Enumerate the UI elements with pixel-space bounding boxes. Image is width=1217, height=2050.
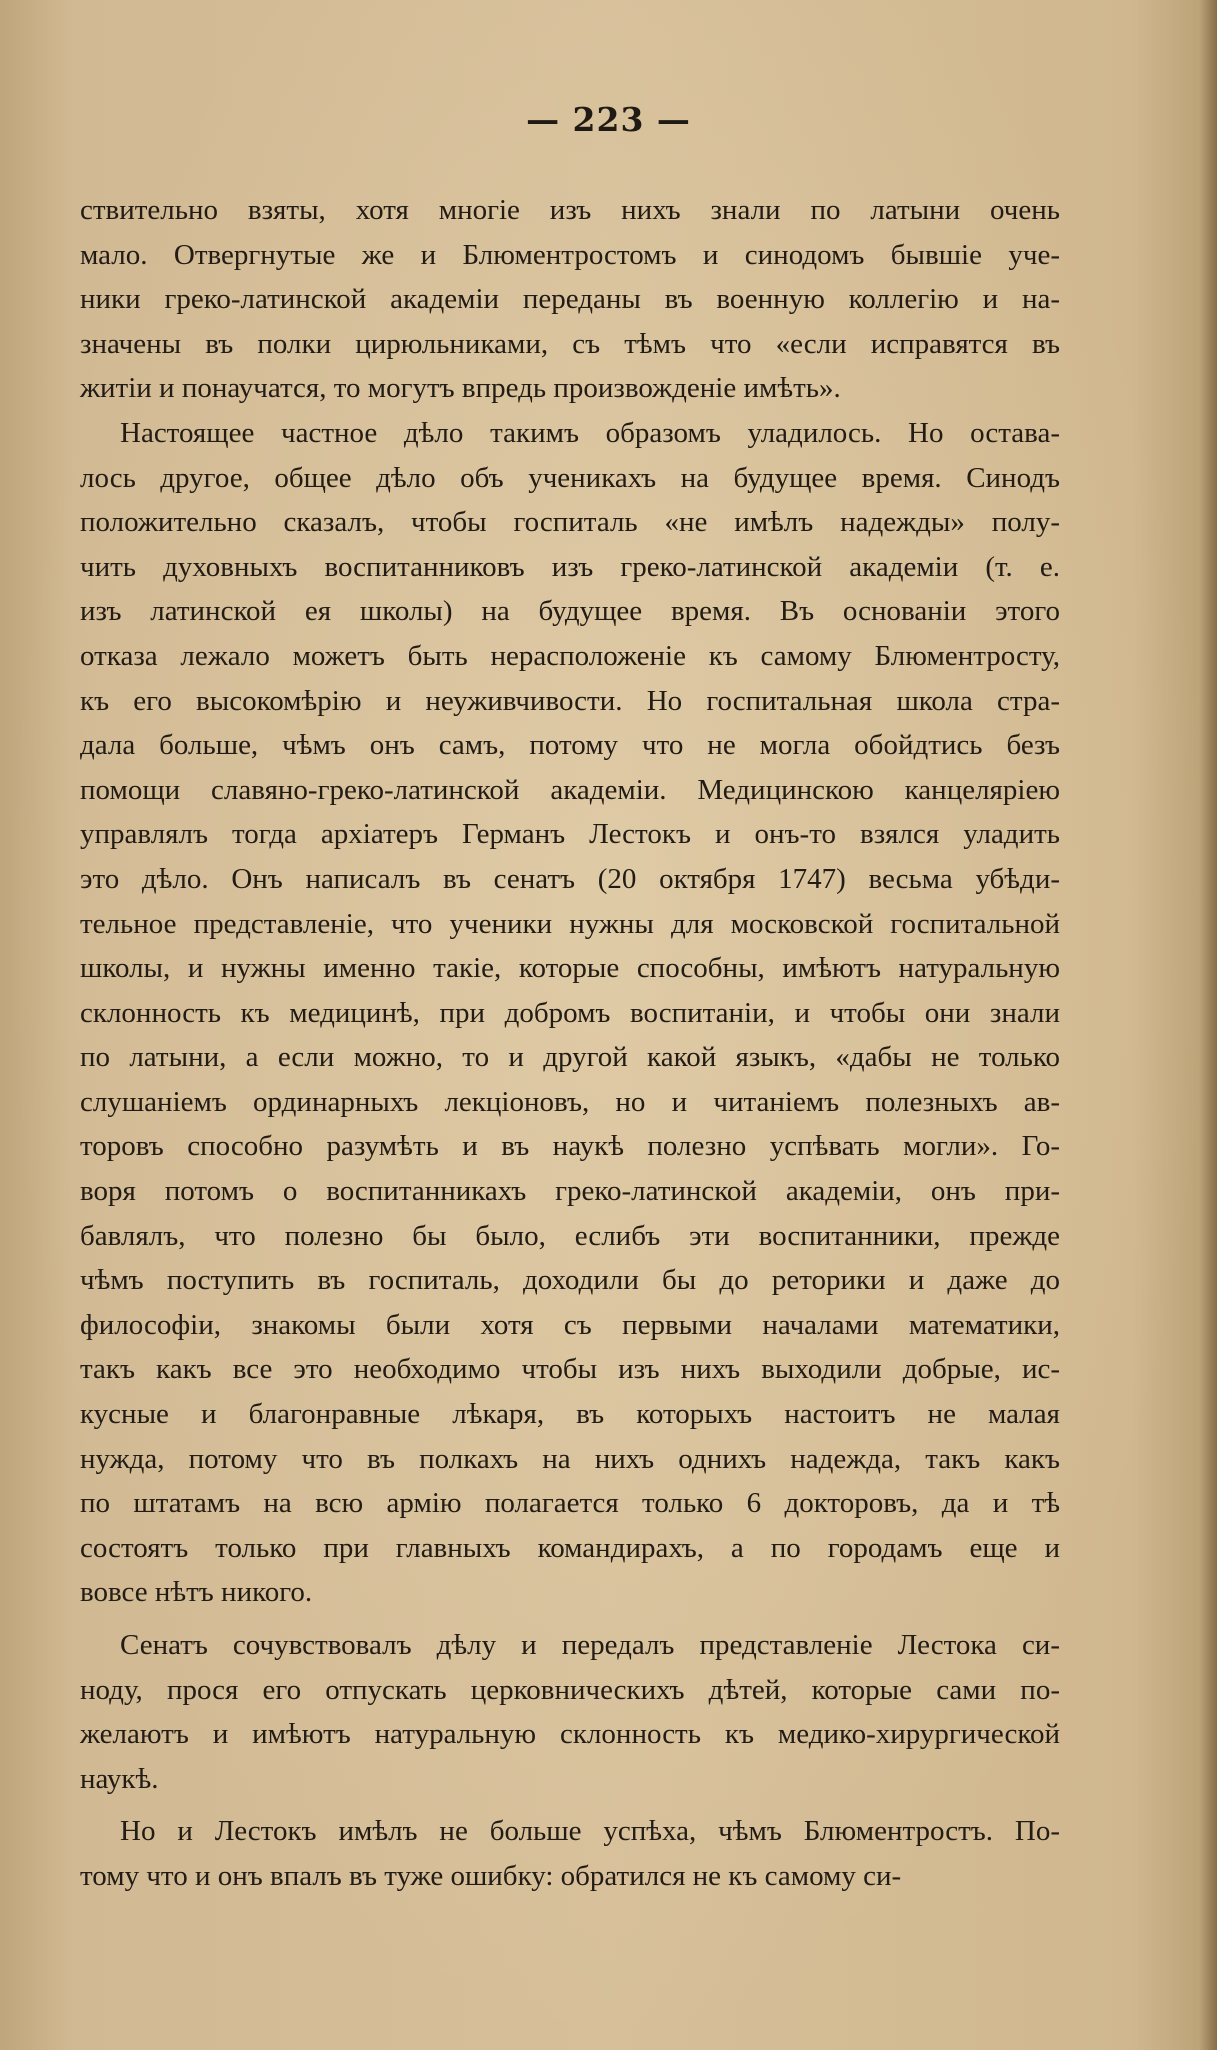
text-line: по латыни, а если можно, то и другой какой языкъ, «дабы не только [80, 1041, 1060, 1074]
text-line: ствительно взяты, хотя многіе изъ нихъ знали по латыни очень [80, 194, 1060, 226]
text-line: нужда, потому что въ полкахъ на нихъ однихъ надежда, такъ какъ [80, 1442, 1060, 1475]
text-line: философіи, знакомы были хотя съ первыми началами математики, [80, 1308, 1060, 1341]
text-line: торовъ способно разумѣть и въ наукѣ полезно успѣвать могли». Го- [80, 1130, 1060, 1163]
paragraph [80, 1623, 1060, 1801]
paragraph [80, 411, 1060, 1615]
paragraph-gap [80, 1801, 1060, 1809]
text-line: отказа лежало можетъ быть нерасположеніе къ самому Блюментросту, [80, 639, 1060, 672]
text-line: значены въ полки цирюльниками, съ тѣмъ что «если исправятся въ [80, 327, 1060, 360]
text-line: чѣмъ поступить въ госпиталь, доходили бы до реторики и даже до [80, 1264, 1060, 1297]
text-line: дала больше, чѣмъ онъ самъ, потому что не могла обойдтись безъ [80, 729, 1060, 762]
text-line: помощи славяно-греко-латинской академіи. Медицинскою канцеляріею [80, 773, 1060, 806]
text-line: это дѣло. Онъ написалъ въ сенатъ (20 октября 1747) весьма убѣди- [80, 862, 1060, 895]
text-line: тому что и онъ впалъ въ туже ошибку: обратился не къ самому си- [80, 1859, 902, 1892]
page-edge-shadow [1199, 0, 1217, 2050]
text-line: изъ латинской ея школы) на будущее время. Въ основаніи этого [80, 595, 1060, 628]
text-line: управлялъ тогда архіатеръ Германъ Лестокъ и онъ-то взялся уладить [80, 818, 1060, 851]
text-line: наукѣ. [80, 1762, 159, 1795]
text-line: школы, и нужны именно такіе, которые способны, имѣютъ натуральную [80, 952, 1060, 985]
text-line: вовсе нѣтъ никого. [80, 1576, 313, 1609]
page-number: — 223 — [526, 100, 691, 139]
paragraph [80, 188, 1060, 411]
text-line: воря потомъ о воспитанникахъ греко-латинской академіи, онъ при- [80, 1175, 1060, 1208]
text-line: склонность къ медицинѣ, при добромъ воспитаніи, и чтобы они знали [80, 996, 1060, 1029]
text-line: ники греко-латинской академіи переданы въ военную коллегію и на- [80, 283, 1060, 316]
paragraph [80, 1809, 1060, 1898]
text-line: Настоящее частное дѣло такимъ образомъ уладилось. Но остава- [120, 416, 1060, 449]
text-line: мало. Отвергнутые же и Блюментростомъ и синодомъ бывшіе уче- [80, 238, 1060, 271]
text-line: бавлялъ, что полезно бы было, еслибъ эти воспитанники, прежде [80, 1219, 1060, 1252]
text-line: слушаніемъ ординарныхъ лекціоновъ, но и читаніемъ полезныхъ ав- [80, 1085, 1060, 1118]
text-line: тельное представленіе, что ученики нужны для московской госпитальной [80, 907, 1060, 940]
text-line: ноду, прося его отпускать церковническихъ дѣтей, которые сами по- [80, 1673, 1060, 1706]
text-line: желаютъ и имѣютъ натуральную склонность къ медико-хирургической [80, 1718, 1060, 1751]
text-line: лось другое, общее дѣло объ ученикахъ на будущее время. Синодъ [80, 461, 1060, 494]
text-line: Сенатъ сочувствовалъ дѣлу и передалъ представленіе Лестока си- [120, 1629, 1060, 1661]
text-line: чить духовныхъ воспитанниковъ изъ греко-латинской академіи (т. е. [80, 550, 1060, 583]
text-line: житіи и понаучатся, то могутъ впредь произвожденіе имѣть». [80, 372, 841, 405]
text-line: положительно сказалъ, чтобы госпиталь «не имѣлъ надежды» полу- [80, 506, 1060, 539]
text-line: по штатамъ на всю армію полагается только 6 докторовъ, да и тѣ [80, 1487, 1060, 1520]
paragraph-gap [80, 1615, 1060, 1623]
text-line: кусные и благонравные лѣкаря, въ которыхъ настоитъ не малая [80, 1398, 1060, 1431]
text-line: къ его высокомѣрію и неуживчивости. Но госпитальная школа стра- [80, 684, 1060, 717]
text-line: состоятъ только при главныхъ командирахъ, а по городамъ еще и [80, 1531, 1060, 1564]
text-line: Но и Лестокъ имѣлъ не больше успѣха, чѣмъ Блюментростъ. По- [120, 1815, 1060, 1848]
body-text [80, 188, 1060, 1899]
text-line: такъ какъ все это необходимо чтобы изъ нихъ выходили добрые, ис- [80, 1353, 1060, 1386]
